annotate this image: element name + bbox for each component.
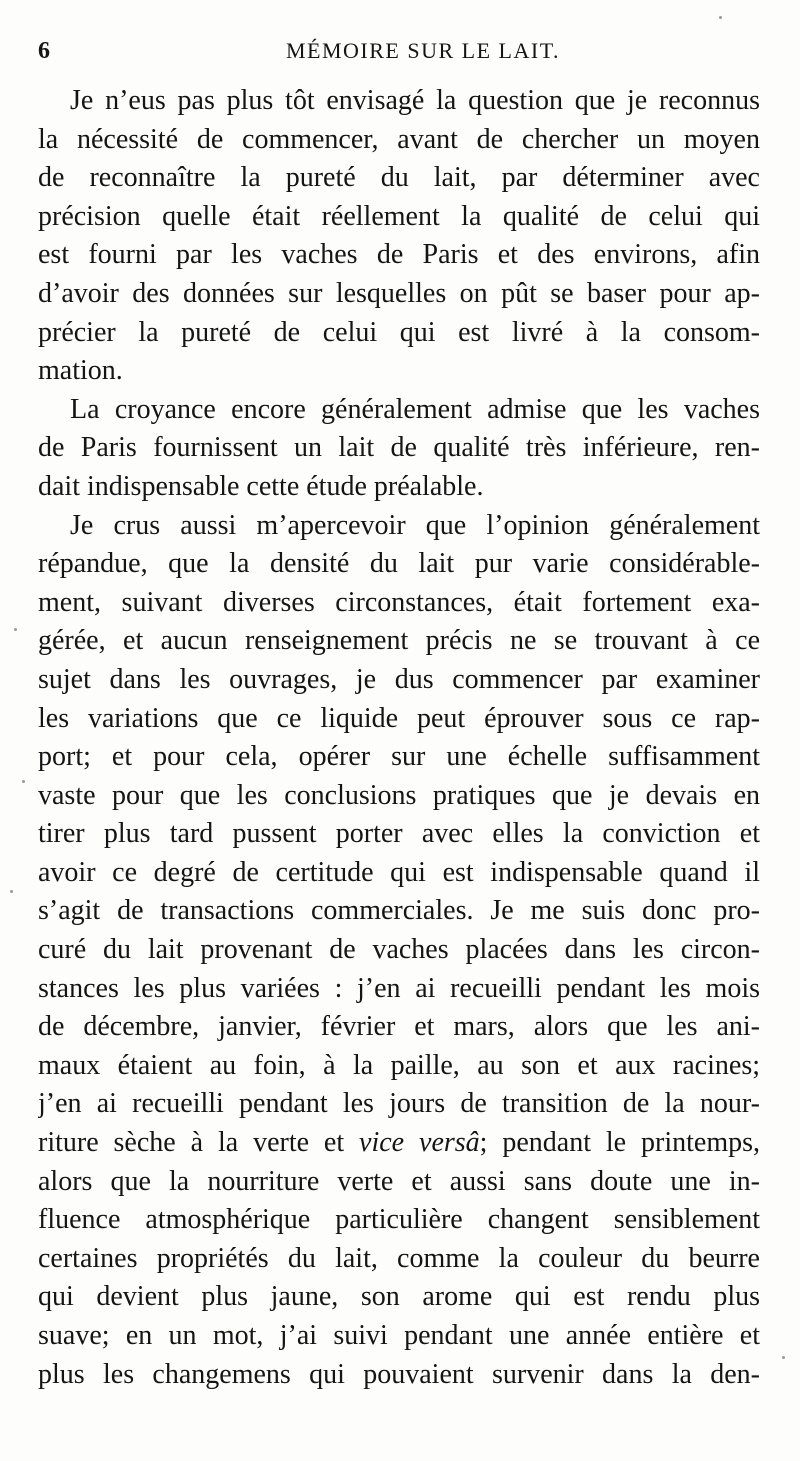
text-line: la nécessité de commencer, avant de chercher un moyen: [38, 123, 760, 155]
running-title: MÉMOIRE SUR LE LAIT.: [285, 38, 561, 63]
text-line: j’en ai recueilli pendant les jours de transition de la nour-: [38, 1088, 760, 1120]
text-line: port; et pour cela, opérer sur une échelle suffisamment: [38, 741, 760, 773]
paper-speck: [10, 890, 13, 893]
paper-speck: [14, 628, 17, 631]
text-line: de Paris fournissent un lait de qualité très inférieure, ren-: [38, 432, 760, 464]
text-line: sujet dans les ouvrages, je dus commencer par examiner: [38, 663, 760, 695]
text-line: vaste pour que les conclusions pratiques que je devais en: [38, 779, 760, 811]
text-line: précision quelle était réellement la qualité de celui qui: [38, 200, 760, 232]
text-line: s’agit de transactions commerciales. Je me suis donc pro-: [38, 895, 760, 927]
paper-speck: [719, 16, 722, 19]
page-header: [38, 34, 768, 74]
text-line: Je n’eus pas plus tôt envisagé la question que je reconnus: [70, 85, 760, 116]
text-line: mation.: [38, 355, 123, 387]
paper-speck: [22, 780, 25, 783]
text-line: dait indispensable cette étude préalable.: [38, 470, 484, 502]
text-line: certaines propriétés du lait, comme la couleur du beurre: [38, 1242, 760, 1274]
text-line: avoir ce degré de certitude qui est indispensable quand il: [38, 856, 760, 888]
text-line: plus les changemens qui pouvaient survenir dans la den-: [38, 1358, 760, 1390]
text-line: maux étaient au foin, à la paille, au son et aux racines;: [38, 1049, 760, 1081]
text-line: suave; en un mot, j’ai suivi pendant une année entière et: [38, 1320, 760, 1351]
text-line: est fourni par les vaches de Paris et des environs, afin: [38, 239, 760, 271]
text-line: fluence atmosphérique particulière changent sensiblement: [38, 1204, 760, 1236]
text-line: répandue, que la densité du lait pur varie considérable-: [38, 548, 760, 580]
text-line: La croyance encore généralement admise que les vaches: [70, 393, 760, 425]
text-line: les variations que ce liquide peut éprouver sous ce rap-: [38, 702, 760, 734]
text-line: qui devient plus jaune, son arome qui est rendu plus: [38, 1281, 760, 1313]
page-number: 6: [38, 38, 50, 64]
paper-speck: [782, 1356, 785, 1359]
text-line: ment, suivant diverses circonstances, était fortement exa-: [38, 586, 760, 618]
text-line: de reconnaître la pureté du lait, par déterminer avec: [38, 162, 760, 194]
text-line: stances les plus variées : j’en ai recueilli pendant les mois: [38, 972, 760, 1004]
text-line: de décembre, janvier, février et mars, alors que les ani-: [38, 1011, 760, 1043]
text-line: alors que la nourriture verte et aussi sans doute une in-: [38, 1165, 760, 1197]
text-line: tirer plus tard pussent porter avec elles la conviction et: [38, 818, 760, 850]
text-line: riture sèche à la verte et vice versâ; pendant le printemps,: [38, 1127, 760, 1159]
text-line: curé du lait provenant de vaches placées dans les circon-: [38, 934, 760, 966]
body-text: [38, 82, 760, 1394]
text-line: Je crus aussi m’apercevoir que l’opinion généralement: [70, 509, 760, 541]
italic-phrase: vice versâ: [359, 1127, 480, 1159]
text-line: précier la pureté de celui qui est livré à la consom-: [38, 316, 760, 348]
text-line: gérée, et aucun renseignement précis ne se trouvant à ce: [38, 625, 760, 657]
text-line: d’avoir des données sur lesquelles on pût se baser pour ap-: [38, 277, 760, 309]
